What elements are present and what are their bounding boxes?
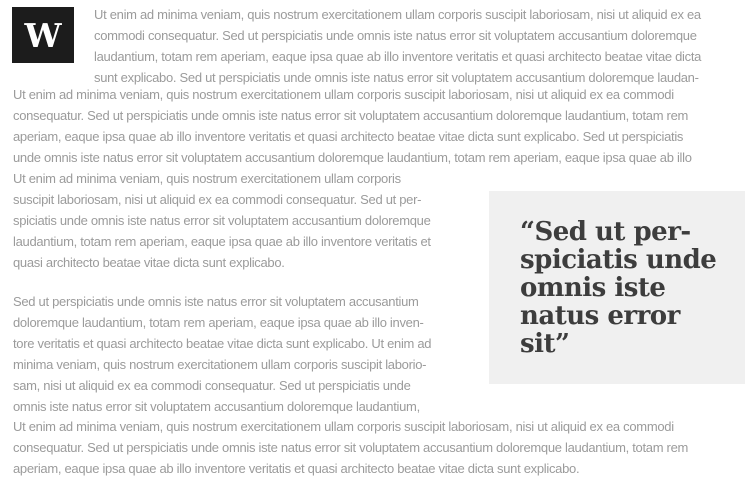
paragraph-block-2 [13, 84, 692, 168]
text-line: commodi consequatur. Sed ut perspiciatis unde omnis iste natus error sit voluptatem accusantium doloremque [94, 28, 697, 43]
text-line: doloremque laudantium, totam rem aperiam, eaque ipsa quae ab illo inven- [13, 315, 424, 330]
text-line: sam, nisi ut aliquid ex ea commodi consequatur. Sed ut perspiciatis unde [13, 378, 411, 393]
text-line: omnis iste natus error sit voluptatem accusantium doloremque laudantium, [13, 399, 420, 414]
text-line: consequatur. Sed ut perspiciatis unde omnis iste natus error sit voluptatem accusantium doloremque laudantium, totam rem [13, 440, 689, 455]
text-line: omnis iste [520, 273, 666, 303]
text-line: laudantium, totam rem aperiam, eaque ipsa quae ab illo inventore veritatis et quasi architecto beatae vitae dicta [94, 49, 702, 64]
text-line: natus error [520, 301, 680, 331]
text-line: minima veniam, quis nostrum exercitationem ullam corporis suscipit laborio- [13, 357, 427, 372]
pull-quote [489, 191, 745, 384]
text-line: Sed ut perspiciatis unde omnis iste natus error sit voluptatem accusantium [13, 294, 419, 309]
text-line: quasi architecto beatae vitae dicta sunt explicabo. [13, 255, 285, 270]
text-line: Ut enim ad minima veniam, quis nostrum exercitationem ullam corporis [13, 171, 401, 186]
text-line: suscipit laboriosam, nisi ut aliquid ex ea commodi consequatur. Sed ut per- [13, 192, 422, 207]
paragraph-block-4 [13, 291, 431, 417]
text-line: Ut enim ad minima veniam, quis nostrum exercitationem ullam corporis suscipit laboriosam, nisi ut aliquid ex ea commodi [13, 87, 674, 102]
text-line: tore veritatis et quasi architecto beatae vitae dicta sunt explicabo. Ut enim ad [13, 336, 432, 351]
text-line: Ut enim ad minima veniam, quis nostrum exercitationem ullam corporis suscipit laboriosam, nisi ut aliquid ex ea commodi [13, 419, 674, 434]
text-line: aperiam, eaque ipsa quae ab illo inventore veritatis et quasi architecto beatae vitae dicta sunt explicabo. [13, 461, 580, 476]
text-line: spiciatis unde omnis iste natus error sit voluptatem accusantium doloremque [13, 213, 431, 228]
text-line: laudantium, totam rem aperiam, eaque ipsa quae ab illo inventore veritatis et [13, 234, 431, 249]
text-line: aperiam, eaque ipsa quae ab illo inventore veritatis et quasi architecto beatae vitae dicta sunt explicabo. Sed ut perspiciatis [13, 129, 684, 144]
paragraph-block-3 [13, 168, 431, 273]
paragraph-block-1 [94, 4, 701, 88]
text-line: spiciatis unde [520, 245, 717, 275]
text-line: unde omnis iste natus error sit voluptatem accusantium doloremque laudantium, totam rem aperiam, eaque ipsa quae ab illo [13, 150, 692, 165]
logo-letter: W [24, 15, 62, 55]
site-logo[interactable] [12, 7, 74, 63]
text-line: consequatur. Sed ut perspiciatis unde omnis iste natus error sit voluptatem accusantium doloremque laudantium, totam rem [13, 108, 689, 123]
paragraph-block-5 [13, 416, 688, 479]
text-line: sit” [520, 329, 570, 359]
text-line: Ut enim ad minima veniam, quis nostrum exercitationem ullam corporis suscipit laboriosam, nisi ut aliquid ex ea [94, 7, 701, 22]
text-line: sunt explicabo. Sed ut perspiciatis unde omnis iste natus error sit voluptatem accusantium doloremque laudan- [94, 70, 699, 85]
text-line: “Sed ut per- [520, 217, 691, 247]
